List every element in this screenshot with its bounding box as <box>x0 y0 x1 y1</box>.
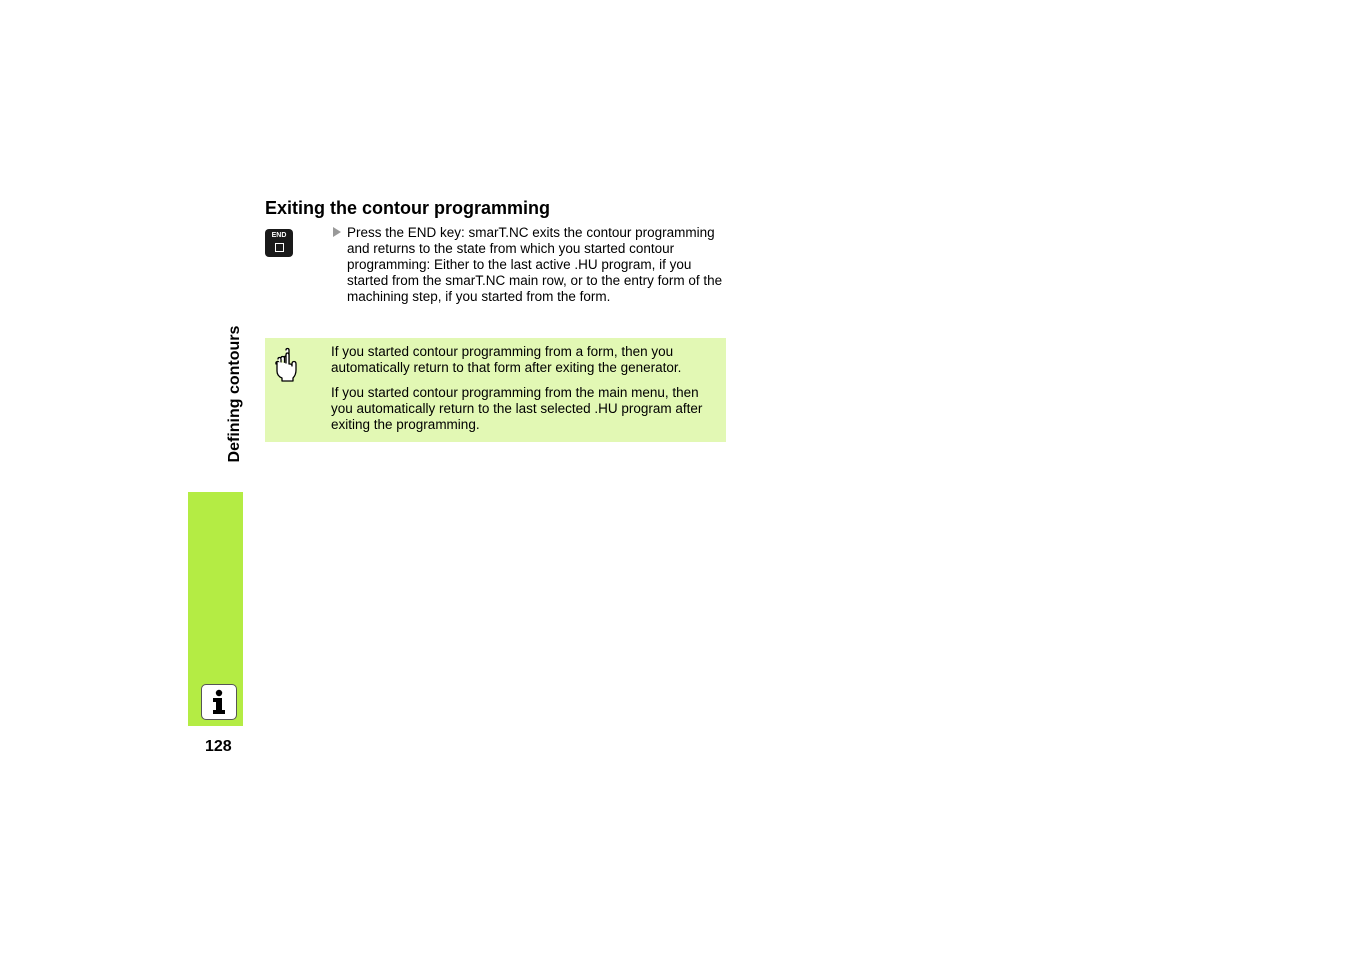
note-paragraph: If you started contour programming from the main menu, then you automatically return to the last selected .HU program after exiting the programming. <box>331 385 703 432</box>
section-heading: Exiting the contour programming <box>265 198 551 218</box>
end-key-label: END <box>271 232 287 239</box>
note-box <box>265 338 726 442</box>
page-number: 128 <box>205 738 232 755</box>
step-instruction: Press the END key: smarT.NC exits the contour programming and returns to the state from which you started contour programming: Either to the last active .HU program, if you started from the smarT.NC main row, or to the entry form of the machining step, if you started from the form. <box>347 225 723 304</box>
info-icon <box>201 684 237 720</box>
pointing-hand-icon <box>273 347 301 383</box>
end-key-square <box>275 243 284 252</box>
note-paragraph: If you started contour programming from a form, then you automatically return to that form after exiting the generator. <box>331 344 682 375</box>
chapter-title: Defining contours <box>226 325 243 463</box>
end-key-icon <box>265 229 293 257</box>
bullet-arrow-icon <box>333 227 341 237</box>
